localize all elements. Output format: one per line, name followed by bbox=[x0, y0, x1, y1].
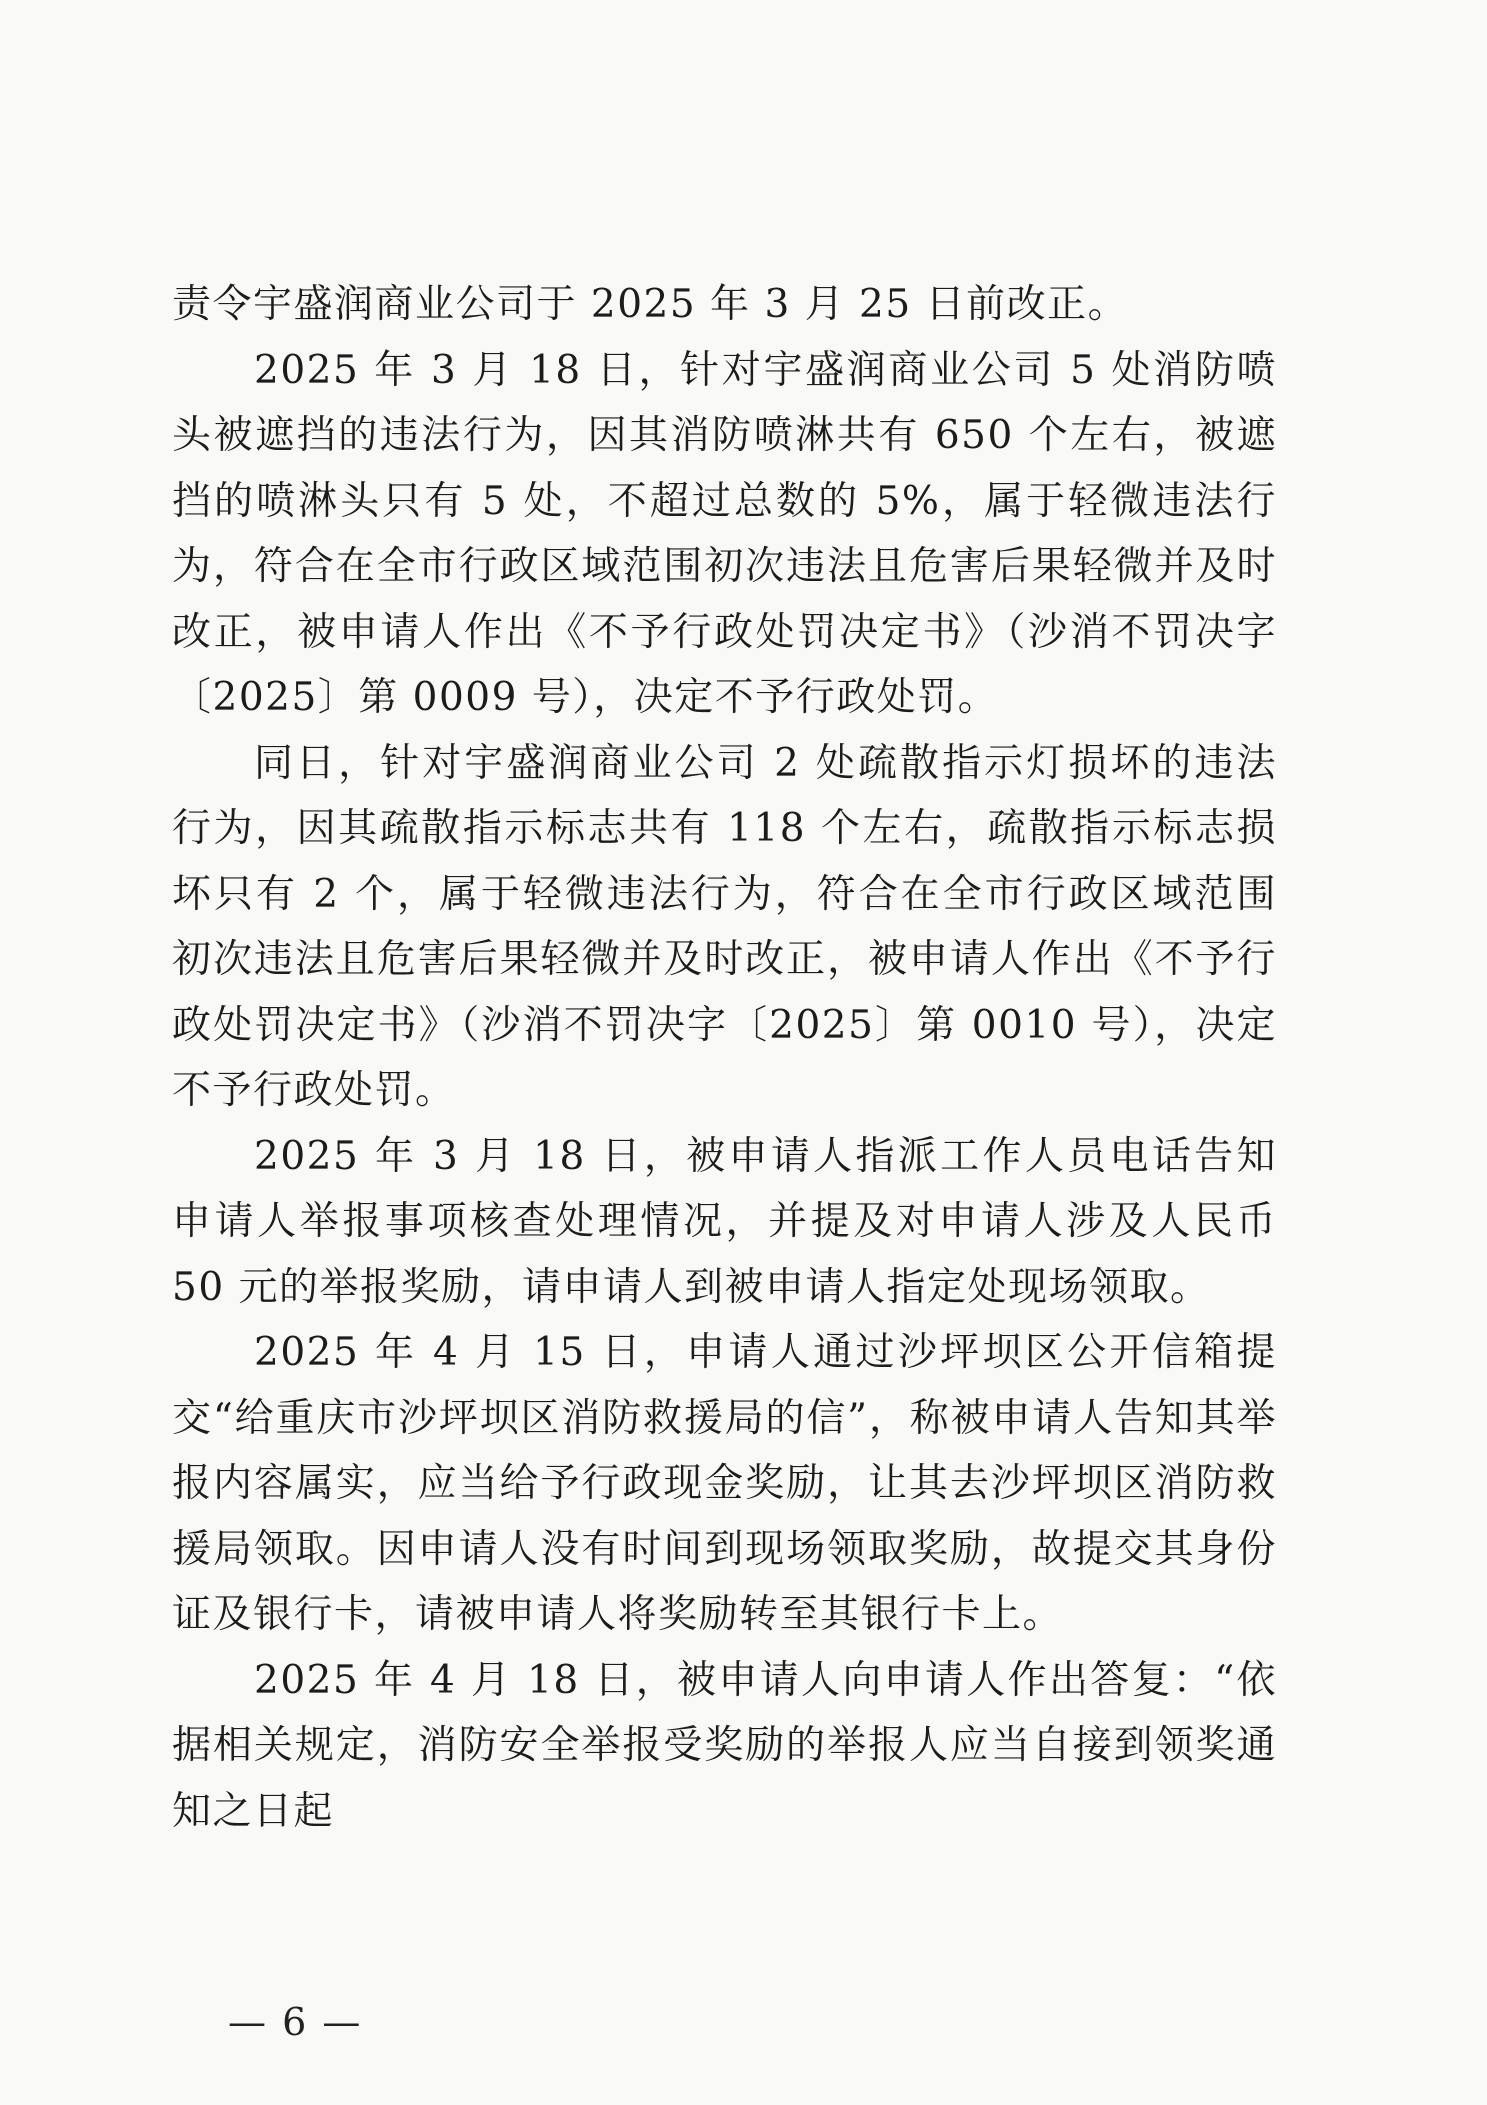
paragraph-1: 责令宇盛润商业公司于 2025 年 3 月 25 日前改正。 bbox=[172, 282, 1129, 327]
document-body bbox=[172, 272, 1277, 1844]
paragraph-3: 同日，针对宇盛润商业公司 2 处疏散指示灯损坏的违法行为，因其疏散指示标志共有 118 个左右，疏散指示标志损坏只有 2 个，属于轻微违法行为，符合在全市行政区域范围初次违法且危害后果轻微并及时改正，被申请人作出《不予行政处罚决定书》（沙消不罚决字〔2025〕第 0010 号），决定不予行政处罚。 bbox=[172, 740, 1277, 1113]
paragraph-5: 2025 年 4 月 15 日，申请人通过沙坪坝区公开信箱提交“给重庆市沙坪坝区消防救援局的信”，称被申请人告知其举报内容属实，应当给予行政现金奖励，让其去沙坪坝区消防救援局领取。因申请人没有时间到现场领取奖励，故提交其身份证及银行卡，请被申请人将奖励转至其银行卡上。 bbox=[172, 1330, 1277, 1637]
page-number: — 6 — bbox=[228, 2000, 363, 2044]
paragraph-4: 2025 年 3 月 18 日，被申请人指派工作人员电话告知申请人举报事项核查处理情况，并提及对申请人涉及人民币 50 元的举报奖励，请申请人到被申请人指定处现场领取。 bbox=[172, 1133, 1277, 1310]
paragraph-6: 2025 年 4 月 18 日，被申请人向申请人作出答复：“依据相关规定，消防安全举报受奖励的举报人应当自接到领奖通知之日起 bbox=[172, 1657, 1277, 1834]
paragraph-2: 2025 年 3 月 18 日，针对宇盛润商业公司 5 处消防喷头被遮挡的违法行为，因其消防喷淋共有 650 个左右，被遮挡的喷淋头只有 5 处，不超过总数的 5%，属于轻微违法行为，符合在全市行政区域范围初次违法且危害后果轻微并及时改正，被申请人作出《不予行政处罚决定书》（沙消不罚决字〔2025〕第 0009 号），决定不予行政处罚。 bbox=[172, 347, 1277, 720]
